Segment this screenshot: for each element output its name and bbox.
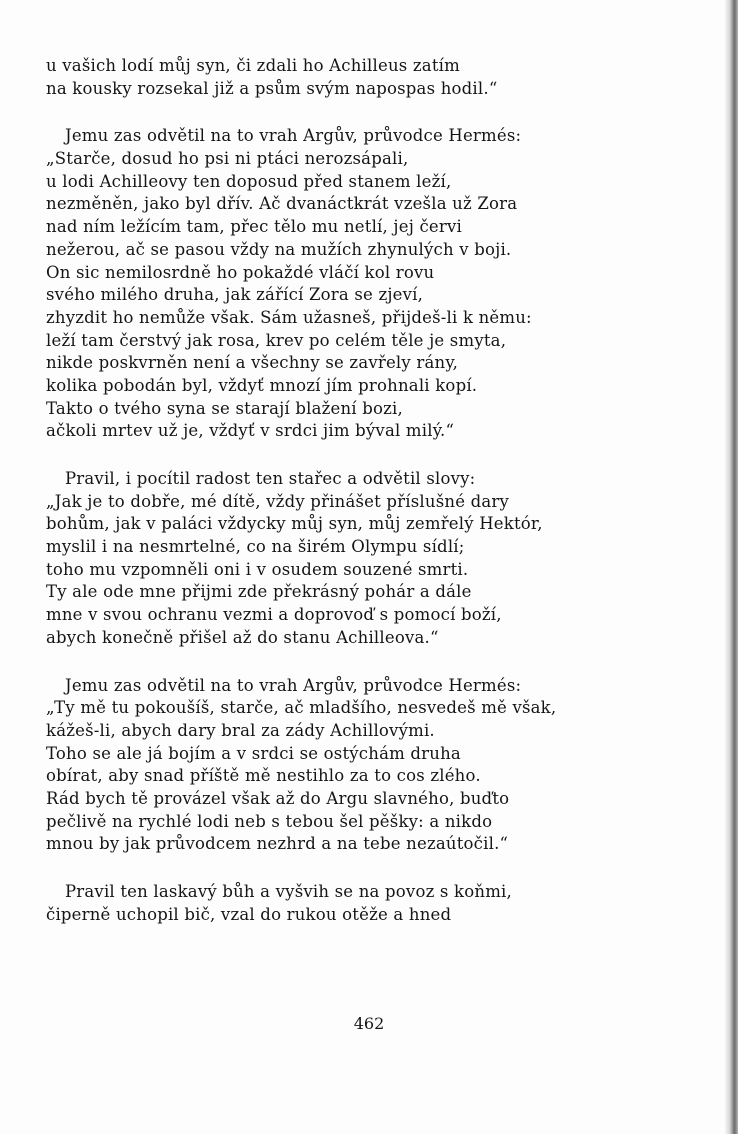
verse-line: svého milého druha, jak zářící Zora se zjeví, — [46, 285, 424, 305]
verse-line: obírat, aby snad příště mě nestihlo za to cos zlého. — [46, 766, 481, 786]
verse-line: u vašich lodí můj syn, či zdali ho Achilleus zatím — [46, 56, 460, 75]
verse-line: nikde poskvrněn není a všechny se zavřely rány, — [46, 353, 459, 373]
verse-line: čiperně uchopil bič, vzal do rukou otěže a hned — [46, 904, 452, 924]
verse-line: pečlivě na rychlé lodi neb s tebou šel pěšky: a nikdo — [46, 811, 493, 831]
verse-line: ačkoli mrtev už je, vždyť v srdci jim býval milý.“ — [46, 421, 455, 441]
verse-line: Toho se ale já bojím a v srdci se ostýchám druha — [46, 743, 461, 763]
verse-line: leží tam čerstvý jak rosa, krev po celém těle je smyta, — [46, 330, 507, 350]
verse-line: Pravil ten laskavý bůh a vyšvih se na povoz s koňmi, — [65, 882, 512, 901]
stanza — [46, 468, 706, 650]
verse-line: abych konečně přišel až do stanu Achilleova.“ — [46, 627, 439, 647]
verse-line: Takto o tvého syna se starají blažení bozi, — [46, 398, 403, 418]
verse-line: „Jak je to dobře, mé dítě, vždy přinášet příslušné dary — [46, 491, 510, 511]
verse-line: mnou by jak průvodcem nezhrd a na tebe nezaútočil.“ — [46, 834, 509, 854]
verse-line: nad ním ležícím tam, přec tělo mu netlí, jej červi — [46, 217, 462, 237]
verse-line: bohům, jak v paláci vždycky můj syn, můj zemřelý Hektór, — [46, 514, 543, 534]
verse-line: zhyzdit ho nemůže však. Sám užasneš, přijdeš-li k němu: — [46, 307, 532, 327]
verse-line: nezměněn, jako byl dřív. Ač dvanáctkrát vzešla už Zora — [46, 194, 518, 214]
verse-line: toho mu vzpomněli oni i v osudem souzené smrti. — [46, 559, 469, 579]
stanza — [46, 881, 706, 926]
verse-line: „Ty mě tu pokoušíš, starče, ač mladšího, nesvedeš mě však, — [46, 698, 557, 718]
verse-line: On sic nemilosrdně ho pokaždé vláčí kol rovu — [46, 262, 435, 282]
verse-line: Pravil, i pocítil radost ten stařec a odvětil slovy: — [65, 469, 476, 488]
stanza — [46, 675, 706, 857]
scan-edge-shadow — [724, 0, 738, 1134]
verse-line: „Starče, dosud ho psi ni ptáci nerozsápali, — [46, 149, 409, 169]
stanza — [46, 55, 706, 100]
verse-line: Jemu zas odvětil na to vrah Argův, průvodce Hermés: — [65, 126, 522, 146]
verse-line: Jemu zas odvětil na to vrah Argův, průvodce Hermés: — [65, 675, 522, 695]
verse-line: kážeš-li, abych dary bral za zády Achillovými. — [46, 720, 435, 740]
verse-line: Rád bych tě provázel však až do Argu slavného, buďto — [46, 788, 510, 808]
verse-text — [46, 55, 706, 951]
page-number: 462 — [353, 1014, 385, 1033]
verse-line: mne v svou ochranu vezmi a doprovoď s pomocí boží, — [46, 605, 502, 625]
stanza — [46, 125, 706, 443]
verse-line: na kousky rozsekal již a psům svým napospas hodil.“ — [46, 78, 498, 98]
verse-line: u lodi Achilleovy ten doposud před stanem leží, — [46, 171, 452, 191]
verse-line: myslil i na nesmrtelné, co na širém Olympu sídlí; — [46, 537, 465, 557]
verse-line: Ty ale ode mne přijmi zde překrásný pohár a dále — [46, 582, 472, 602]
verse-line: nežerou, ač se pasou vždy na mužích zhynulých v boji. — [46, 239, 512, 259]
verse-line: kolika pobodán byl, vždyť mnozí jím prohnali kopí. — [46, 375, 478, 395]
